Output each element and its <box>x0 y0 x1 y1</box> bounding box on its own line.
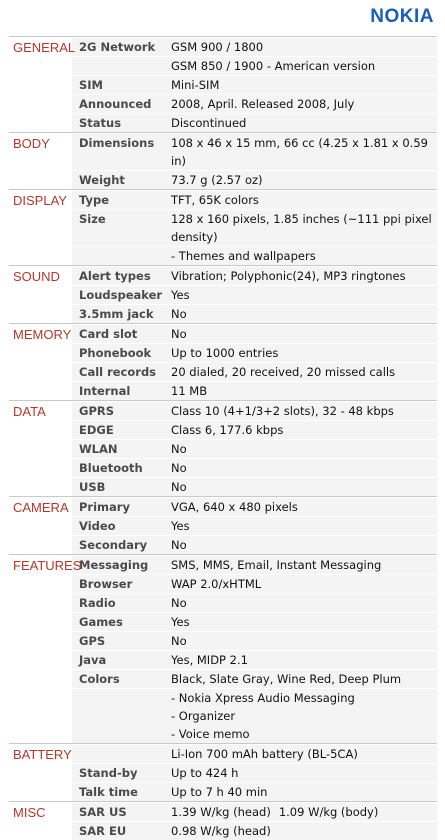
spec-value: Vibration; Polyphonic(24), MP3 ringtones <box>171 269 406 283</box>
spec-value: Black, Slate Gray, Wine Red, Deep Plum <box>171 672 402 686</box>
section-title: FEATURES <box>13 558 82 573</box>
section-features <box>9 554 437 743</box>
header <box>0 0 445 34</box>
spec-label: Primary <box>79 500 130 514</box>
spec-value: Yes <box>171 288 190 302</box>
spec-value: WAP 2.0/xHTML <box>171 577 262 591</box>
spec-row <box>72 266 437 285</box>
spec-label: Stand-by <box>79 766 138 780</box>
spec-label: 2G Network <box>79 40 156 54</box>
spec-label: USB <box>79 480 106 494</box>
spec-label: Call records <box>79 365 157 379</box>
spec-row <box>72 669 437 688</box>
sar-us-head: 1.39 W/kg (head) <box>171 805 271 819</box>
spec-value: No <box>171 307 187 321</box>
spec-value: Class 10 (4+1/3+2 slots), 32 - 48 kbps <box>171 404 394 418</box>
spec-label: Games <box>79 615 123 629</box>
spec-label: SAR US <box>79 805 127 819</box>
spec-value: No <box>171 327 187 341</box>
spec-row <box>72 497 437 516</box>
section-title: BATTERY <box>13 747 72 762</box>
spec-row <box>72 56 437 75</box>
spec-row <box>72 324 437 343</box>
spec-row <box>72 574 437 593</box>
spec-label: Internal <box>79 384 131 398</box>
spec-row <box>72 631 437 650</box>
spec-value: Up to 7 h 40 min <box>171 785 268 799</box>
spec-row <box>72 535 437 554</box>
spec-value: 128 x 160 pixels, 1.85 inches (~111 ppi pixel density) <box>171 212 432 244</box>
spec-value: 11 MB <box>171 384 208 398</box>
spec-label: Java <box>79 653 107 667</box>
spec-label: SAR EU <box>79 824 127 838</box>
spec-row <box>72 763 437 782</box>
spec-value: No <box>171 461 187 475</box>
spec-label: Status <box>79 116 122 130</box>
section-sound <box>9 265 437 323</box>
section-title: SOUND <box>13 269 60 284</box>
spec-row <box>72 170 437 189</box>
spec-label: Talk time <box>79 785 138 799</box>
spec-value: 73.7 g (2.57 oz) <box>171 173 263 187</box>
spec-label: Card slot <box>79 327 138 341</box>
spec-row <box>72 650 437 669</box>
spec-label: Browser <box>79 577 133 591</box>
spec-label: Secondary <box>79 538 148 552</box>
spec-value: Yes <box>171 519 190 533</box>
spec-row <box>72 37 437 56</box>
section-display <box>9 189 437 265</box>
spec-value: Yes, MIDP 2.1 <box>171 653 248 667</box>
spec-label: Alert types <box>79 269 151 283</box>
spec-row <box>72 401 437 420</box>
section-battery <box>9 743 437 801</box>
spec-value: No <box>171 442 187 456</box>
spec-row <box>72 612 437 631</box>
spec-value: SMS, MMS, Email, Instant Messaging <box>171 558 382 572</box>
spec-label: EDGE <box>79 423 114 437</box>
section-data <box>9 400 437 496</box>
spec-label: Bluetooth <box>79 461 143 475</box>
spec-label: GPRS <box>79 404 115 418</box>
spec-value: 0.98 W/kg (head) <box>171 824 271 838</box>
spec-row <box>72 75 437 94</box>
spec-value: VGA, 640 x 480 pixels <box>171 500 298 514</box>
spec-label <box>72 689 167 743</box>
section-title: GENERAL <box>13 40 76 55</box>
spec-value <box>167 803 437 821</box>
spec-value: No <box>171 538 187 552</box>
section-title: MISC <box>13 805 46 820</box>
spec-row <box>72 94 437 113</box>
section-title: CAMERA <box>13 500 69 515</box>
spec-value: 20 dialed, 20 received, 20 missed calls <box>171 365 396 379</box>
section-camera <box>9 496 437 554</box>
spec-row <box>72 285 437 304</box>
spec-row <box>72 133 437 170</box>
spec-value: GSM 900 / 1800 <box>171 40 264 54</box>
spec-value: Class 6, 177.6 kbps <box>171 423 284 437</box>
spec-label: GPS <box>79 634 106 648</box>
spec-row <box>72 821 437 840</box>
spec-label: Messaging <box>79 558 149 572</box>
spec-label: Phonebook <box>79 346 152 360</box>
spec-label <box>72 57 167 75</box>
spec-row <box>72 304 437 323</box>
spec-label: Colors <box>79 672 120 686</box>
section-body <box>9 132 437 189</box>
spec-label: Announced <box>79 97 152 111</box>
spec-label: Radio <box>79 596 116 610</box>
section-title: DISPLAY <box>13 193 67 208</box>
spec-value: GSM 850 / 1900 - American version <box>171 59 376 73</box>
section-memory <box>9 323 437 400</box>
spec-label: Type <box>79 193 110 207</box>
spec-row <box>72 744 437 763</box>
spec-row <box>72 190 437 209</box>
spec-value: 2008, April. Released 2008, July <box>171 97 355 111</box>
spec-value: Li-Ion 700 mAh battery (BL-5CA) <box>171 747 358 761</box>
spec-label: WLAN <box>79 442 118 456</box>
section-title: BODY <box>13 136 50 151</box>
section-title: MEMORY <box>13 327 72 342</box>
spec-value: Mini-SIM <box>171 78 220 92</box>
spec-value: 108 x 46 x 15 mm, 66 cc (4.25 x 1.81 x 0.59 in) <box>171 136 428 168</box>
spec-value: No <box>171 480 187 494</box>
spec-row <box>72 362 437 381</box>
spec-label: Dimensions <box>79 136 155 150</box>
spec-table <box>9 36 437 840</box>
spec-label: SIM <box>79 78 104 92</box>
spec-label <box>72 247 167 265</box>
spec-value: Up to 424 h <box>171 766 239 780</box>
spec-value: Yes <box>171 615 190 629</box>
sar-us-body: 1.09 W/kg (body) <box>278 805 379 819</box>
spec-label: 3.5mm jack <box>79 307 154 321</box>
spec-row <box>72 802 437 821</box>
spec-label: Size <box>79 212 106 226</box>
spec-value: No <box>171 596 187 610</box>
spec-row <box>72 688 437 743</box>
spec-row <box>72 246 437 265</box>
spec-row <box>72 113 437 132</box>
spec-label: Weight <box>79 173 125 187</box>
spec-row <box>72 516 437 535</box>
section-general <box>9 36 437 132</box>
brand-logo: NOKIA <box>370 6 434 27</box>
spec-label: Video <box>79 519 116 533</box>
spec-row <box>72 381 437 400</box>
spec-row <box>72 209 437 246</box>
spec-row <box>72 420 437 439</box>
spec-row <box>72 439 437 458</box>
spec-value: Discontinued <box>171 116 247 130</box>
spec-row <box>72 782 437 801</box>
section-title: DATA <box>13 404 46 419</box>
spec-label: Loudspeaker <box>79 288 163 302</box>
spec-row <box>72 477 437 496</box>
spec-row <box>72 593 437 612</box>
spec-value: - Nokia Xpress Audio Messaging - Organizer - Voice memo <box>171 691 355 741</box>
spec-row <box>72 458 437 477</box>
spec-value: Up to 1000 entries <box>171 346 279 360</box>
spec-value: - Themes and wallpapers <box>171 249 316 263</box>
spec-value: No <box>171 634 187 648</box>
spec-row <box>72 555 437 574</box>
spec-value: TFT, 65K colors <box>171 193 259 207</box>
spec-row <box>72 343 437 362</box>
spec-label <box>72 745 167 763</box>
